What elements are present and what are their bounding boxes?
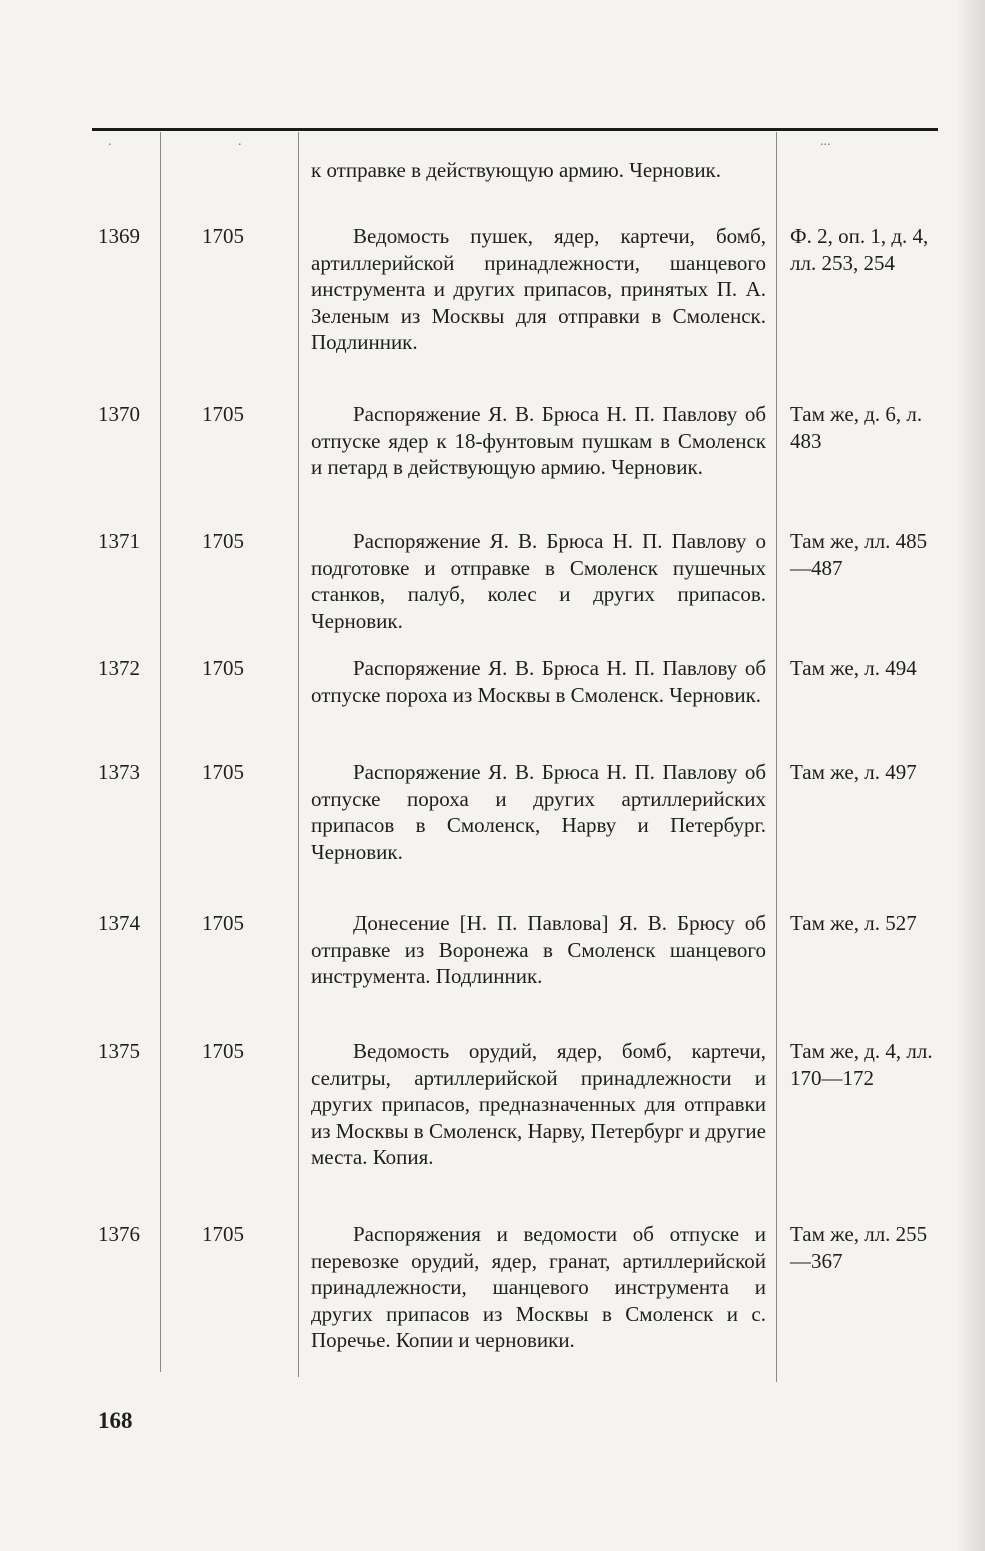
column-divider-1 (160, 132, 161, 1372)
header-mark-col2: . (238, 134, 242, 149)
header-mark-col4: ... (820, 134, 831, 149)
row-reference: Там же, л. 497 (790, 760, 917, 784)
table-top-rule (92, 128, 938, 131)
row-year: 1705 (202, 224, 244, 248)
row-description: Ведомость пушек, ядер, картечи, бомб, артиллерийской принадлежности, шанцевого инструмента и других припасов, принятых П. А. Зеленым из Москвы для отправки в Смоленск. Подлинник. (311, 224, 766, 354)
row-reference: Там же, л. 527 (790, 911, 917, 935)
row-year: 1705 (202, 402, 244, 426)
row-reference: Там же, д. 6, л. 483 (790, 402, 923, 453)
row-reference: Там же, л. 494 (790, 656, 917, 680)
row-number: 1375 (98, 1039, 140, 1063)
row-number: 1373 (98, 760, 140, 784)
row-number: 1370 (98, 402, 140, 426)
row-year: 1705 (202, 1039, 244, 1063)
row-description: Распоряжение Я. В. Брюса Н. П. Павлову об отпуске пороха из Москвы в Смоленск. Черновик. (311, 656, 766, 707)
header-mark-col1: . (108, 134, 112, 149)
row-description: Ведомость орудий, ядер, бомб, картечи, селитры, артиллерийской принадлежности и других припасов, предназначенных для отправки из Москвы в Смоленск, Нарву, Петербург и другие места. Копия. (311, 1039, 766, 1169)
row-year: 1705 (202, 760, 244, 784)
row-description: Донесение [Н. П. Павлова] Я. В. Брюсу об отправке из Воронежа в Смоленск шанцевого инструмента. Подлинник. (311, 911, 766, 988)
row-reference: Там же, лл. 255—367 (790, 1222, 928, 1273)
row-year: 1705 (202, 656, 244, 680)
row-number: 1376 (98, 1222, 140, 1246)
row-number: 1369 (98, 224, 140, 248)
row-description: Распоряжение Я. В. Брюса Н. П. Павлову о подготовке и отправке в Смоленск пушечных станков, палуб, колес и других припасов. Черновик. (311, 529, 766, 633)
row-year: 1705 (202, 1222, 244, 1246)
column-divider-2 (298, 132, 299, 1377)
row-number: 1372 (98, 656, 140, 680)
row-number: 1374 (98, 911, 140, 935)
row-description: Распоряжение Я. В. Брюса Н. П. Павлову об отпуске ядер к 18-фунтовым пушкам в Смоленск и петард в действующую армию. Черновик. (311, 402, 766, 479)
row-reference: Там же, лл. 485—487 (790, 529, 928, 580)
continuation-description: к отправке в действующую армию. Черновик. (311, 158, 722, 182)
page-number: 168 (98, 1408, 133, 1433)
row-year: 1705 (202, 911, 244, 935)
page-edge-shadow (955, 0, 985, 1551)
row-reference: Там же, д. 4, лл. 170—172 (790, 1039, 933, 1090)
row-number: 1371 (98, 529, 140, 553)
row-reference: Ф. 2, оп. 1, д. 4, лл. 253, 254 (790, 224, 929, 275)
column-divider-3 (776, 132, 777, 1382)
row-description: Распоряжение Я. В. Брюса Н. П. Павлову об отпуске пороха и других артиллерийских припасов в Смоленск, Нарву и Петербург. Черновик. (311, 760, 766, 864)
row-year: 1705 (202, 529, 244, 553)
row-description: Распоряжения и ведомости об отпуске и перевозке орудий, ядер, гранат, артиллерийской принадлежности, шанцевого инструмента и других припасов из Москвы в Смоленск и с. Поречье. Копии и черновики. (311, 1222, 766, 1352)
